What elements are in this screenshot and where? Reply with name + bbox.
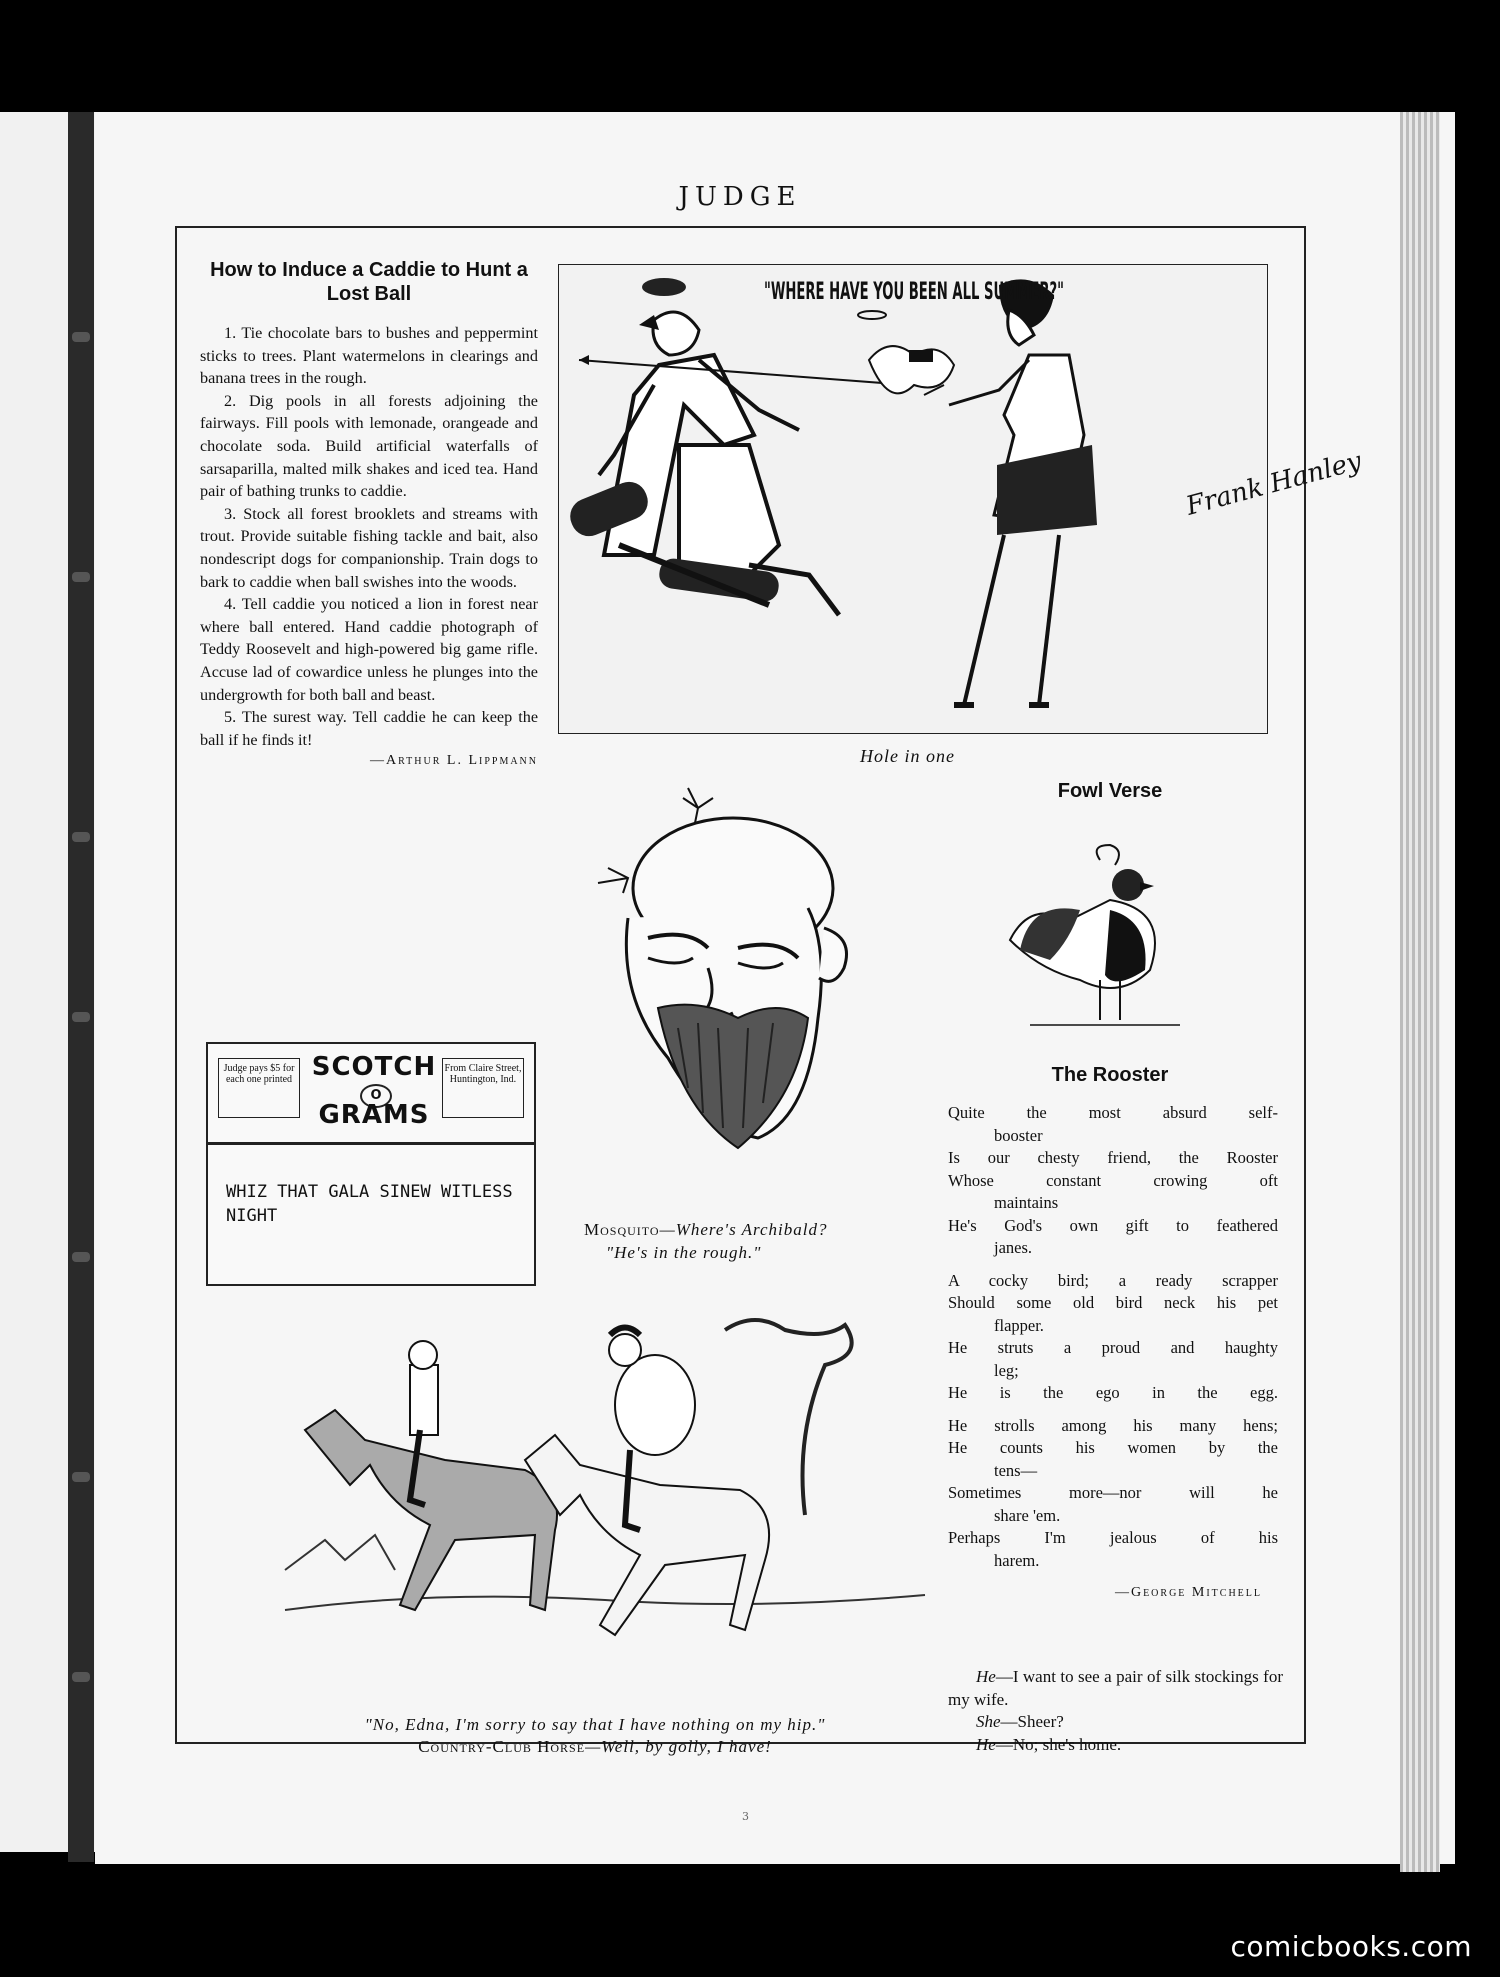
- article-paragraph: 3. Stock all forest brooklets and streams with trout. Provide suitable fishing tackle and bait, also nondescript dogs for companionship. Train dogs to bark to caddie when ball swishes into the woods.: [200, 504, 538, 591]
- o-ring-icon: O: [360, 1084, 392, 1108]
- artist-signature: Frank Hanley: [1183, 446, 1365, 522]
- payment-note: Judge pays $5 for each one printed: [218, 1058, 300, 1118]
- poem-line: He is the ego in the egg.: [948, 1383, 1278, 1402]
- poem-line: Quite the most absurd self-: [948, 1103, 1278, 1122]
- article-paragraph: 2. Dig pools in all forests adjoining the fairways. Fill pools with lemonade, orangeade and chocolate soda. Build artificial waterfalls of sarsaparilla, malted milk shakes and iced tea. Hand pair of bathing trunks to caddie.: [200, 391, 538, 501]
- scotch-o-grams-box: [206, 1042, 536, 1286]
- stockings-joke: [948, 1666, 1283, 1756]
- horse-line-2: —Well, by golly, I have!: [585, 1737, 772, 1756]
- article-paragraph: 5. The surest way. Tell caddie he can keep the ball if he finds it!: [200, 708, 538, 749]
- scotch-title: SCOTCH: [311, 1052, 437, 1082]
- mosquito-question: —Where's Archibald?: [659, 1220, 828, 1239]
- poem-line: janes.: [994, 1238, 1033, 1257]
- poem-line: booster: [994, 1125, 1043, 1145]
- rooster-icon: [1010, 840, 1190, 1040]
- binding: [68, 112, 94, 1862]
- country-club-horse-cartoon: [285, 1310, 925, 1700]
- poem-line: Perhaps I'm jealous of his: [948, 1528, 1278, 1547]
- scotch-o-grams-header: [208, 1044, 534, 1145]
- poem-line: Should some old bird neck his pet: [948, 1293, 1278, 1312]
- poem-line: He counts his women by the: [948, 1438, 1278, 1457]
- poem-line: share 'em.: [994, 1505, 1061, 1525]
- article-paragraph: 1. Tie chocolate bars to bushes and peppermint sticks to trees. Plant watermelons in clearings and banana trees in the rough.: [200, 324, 538, 388]
- poem-stanza: [948, 1270, 1278, 1405]
- poem-line: He strolls among his many hens;: [948, 1415, 1278, 1435]
- page-stack-edge: [1400, 112, 1440, 1872]
- fowl-verse-title: Fowl Verse: [1057, 780, 1163, 802]
- scotch-o-gram-message: WHIZ THAT GALA SINEW WITLESS NIGHT: [226, 1182, 513, 1226]
- joke-speaker-he: He: [976, 1734, 996, 1754]
- poem-line: Whose constant crowing oft: [948, 1170, 1278, 1190]
- poem-line: Is our chesty friend, the Rooster: [948, 1148, 1278, 1167]
- joke-speaker-she: She: [976, 1712, 1001, 1731]
- poem-line: maintains: [994, 1193, 1059, 1212]
- joke-line: —Sheer?: [1000, 1712, 1064, 1731]
- grams-title: GRAMS: [318, 1100, 430, 1130]
- poem-line: tens—: [994, 1460, 1038, 1480]
- poem-stanza: [948, 1415, 1278, 1573]
- joke-line: —No; she's home.: [995, 1734, 1122, 1754]
- article-paragraph: 4. Tell caddie you noticed a lion in forest near where ball entered. Hand caddie photograph of Teddy Roosevelt and high-powered big game rifle. Accuse lad of cowardice unless he plunges into the undergrowth for both ball and beast.: [200, 595, 538, 704]
- poem-line: flapper.: [994, 1315, 1044, 1335]
- poem-line: harem.: [994, 1550, 1040, 1570]
- poem-line: A cocky bird; a ready scrapper: [948, 1270, 1278, 1290]
- horse-line-1: "No, Edna, I'm sorry to say that I have nothing on my hip.": [364, 1715, 826, 1734]
- joke-speaker-he: He: [976, 1667, 996, 1686]
- joke-line: —I want to see a pair of silk stockings for my wife.: [948, 1667, 1283, 1709]
- mosquito-caption: [584, 1218, 894, 1264]
- rooster-poem-title: The Rooster: [1051, 1064, 1169, 1086]
- article-byline: —Arthur L. Lippmann: [369, 753, 538, 769]
- article-title: How to Induce a Caddie to Hunt a Lost Ball: [210, 259, 528, 305]
- poem-line: Sometimes more—nor will he: [948, 1483, 1278, 1502]
- poem-line: leg;: [994, 1360, 1019, 1380]
- speech-bubble-text: "WHERE HAVE YOU BEEN ALL SUMMER?": [764, 277, 1064, 305]
- hole-in-one-cartoon: [558, 264, 1365, 734]
- masthead: JUDGE: [678, 182, 802, 212]
- poem-line: He struts a proud and haughty: [948, 1338, 1278, 1357]
- hole-in-one-caption: Hole in one: [860, 746, 955, 766]
- mosquito-speaker: Mosquito: [584, 1220, 660, 1239]
- horse-caption: [270, 1714, 920, 1758]
- poem-stanza: [948, 1102, 1278, 1260]
- poem-line: He's God's own gift to feathered: [948, 1215, 1278, 1235]
- riders-on-horses-illustration: [285, 1310, 925, 1700]
- horse-speaker: Country-Club Horse: [418, 1737, 586, 1756]
- mosquito-cartoon: [588, 748, 878, 1172]
- caddie-article: [200, 258, 538, 769]
- sender-note: From Claire Street, Huntington, Ind.: [442, 1058, 524, 1118]
- golfer-shot-illustration: [559, 265, 1365, 732]
- poem-author: —George Mitchell: [1114, 1585, 1262, 1600]
- page-number: 3: [742, 1810, 749, 1823]
- rooster-poem: [948, 1102, 1278, 1605]
- bearded-man-illustration: [588, 748, 878, 1172]
- rooster-illustration: [1010, 840, 1190, 1040]
- mosquito-answer: "He's in the rough.": [606, 1243, 762, 1262]
- watermark: comicbooks.com: [1230, 1930, 1472, 1963]
